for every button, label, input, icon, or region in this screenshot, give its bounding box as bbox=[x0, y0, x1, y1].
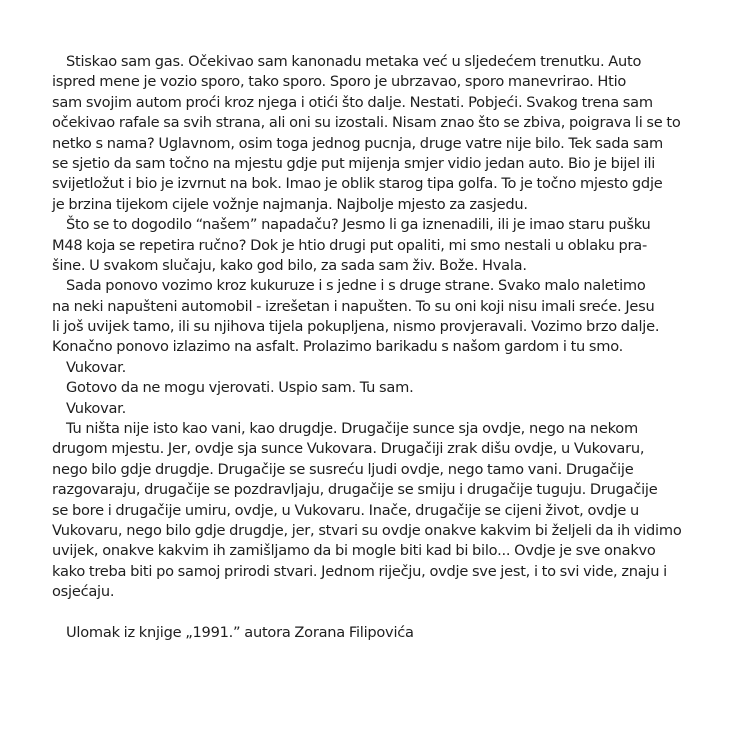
source-note: Ulomak iz knjige „1991.” autora Zorana Filipovića bbox=[66, 623, 414, 641]
text-line: Konačno ponovo izlazimo na asfalt. Prolazimo barikadu s našom gardom i tu smo. bbox=[52, 338, 624, 356]
body-text bbox=[52, 52, 694, 643]
text-line: očekivao rafale sa svih strana, ali oni su izostali. Nisam znao što se zbiva, poigrava li se to bbox=[52, 114, 681, 132]
text-line: Tu ništa nije isto kao vani, kao drugdje. Drugačije sunce sja ovdje, nego na nekom bbox=[66, 420, 638, 438]
text-line: sam svojim autom proći kroz njega i otići što dalje. Nestati. Pobjeći. Svakog trena sam bbox=[52, 93, 653, 111]
text-line: se bore i drugačije umiru, ovdje, u Vukovaru. Inače, drugačije se cijeni život, ovdje u bbox=[52, 501, 639, 519]
text-line: li još uvijek tamo, ili su njihova tijela pokupljena, nismo provjeravali. Vozimo brzo dalje. bbox=[52, 318, 660, 336]
text-line: nego bilo gdje drugdje. Drugačije se susreću ljudi ovdje, nego tamo vani. Drugačije bbox=[52, 460, 634, 478]
text-line: razgovaraju, drugačije se pozdravljaju, drugačije se smiju i drugačije tuguju. Drugačije bbox=[52, 481, 658, 499]
text-line: ispred mene je vozio sporo, tako sporo. Sporo je ubrzavao, sporo manevrirao. Htio bbox=[52, 73, 627, 91]
text-line: se sjetio da sam točno na mjestu gdje put mijenja smjer vidio jedan auto. Bio je bijel ili bbox=[52, 154, 656, 172]
text-line: Stiskao sam gas. Očekivao sam kanonadu metaka već u sljedećem trenutku. Auto bbox=[66, 53, 642, 70]
text-line: je brzina tijekom cijele vožnje najmanja. Najbolje mjesto za zasjedu. bbox=[52, 195, 528, 213]
blank-line bbox=[52, 603, 694, 623]
text-line: Vukovaru, nego bilo gdje drugdje, jer, stvari su ovdje onakve kakvim bi željeli da ih vidimo bbox=[52, 521, 682, 539]
text-line: drugom mjestu. Jer, ovdje sja sunce Vukovara. Drugačiji zrak dišu ovdje, u Vukovaru, bbox=[52, 440, 645, 458]
text-line: Gotovo da ne mogu vjerovati. Uspio sam. Tu sam. bbox=[66, 379, 414, 397]
text-line: uvijek, onakve kakvim ih zamišljamo da bi mogle biti kad bi bilo... Ovdje je sve onakvo bbox=[52, 542, 656, 560]
text-line: M48 koja se repetira ručno? Dok je htio drugi put opaliti, mi smo nestali u oblaku pra- bbox=[52, 236, 648, 254]
text-line: netko s nama? Uglavnom, osim toga jednog pucnja, druge vatre nije bilo. Tek sada sam bbox=[52, 134, 664, 152]
text-line: osjećaju. bbox=[52, 583, 115, 601]
text-line: šine. U svakom slučaju, kako god bilo, za sada sam živ. Bože. Hvala. bbox=[52, 256, 527, 274]
text-line: Što se to dogodilo “našem” napadaču? Jesmo li ga iznenadili, ili je imao staru pušku bbox=[66, 216, 651, 234]
text-line: kako treba biti po samoj prirodi stvari. Jednom riječju, ovdje sve jest, i to svi vide, znaju i bbox=[52, 562, 667, 580]
text-line: Vukovar. bbox=[66, 358, 126, 376]
text-line: svijetložut i bio je izvrnut na bok. Imao je oblik starog tipa golfa. To je točno mjesto gdje bbox=[52, 175, 663, 193]
text-line: na neki napušteni automobil - izrešetan i napušten. To su oni koji nisu imali sreće. Jesu bbox=[52, 297, 655, 315]
text-line: Sada ponovo vozimo kroz kukuruze i s jedne i s druge strane. Svako malo naletimo bbox=[66, 277, 646, 295]
text-line: Vukovar. bbox=[66, 399, 126, 417]
